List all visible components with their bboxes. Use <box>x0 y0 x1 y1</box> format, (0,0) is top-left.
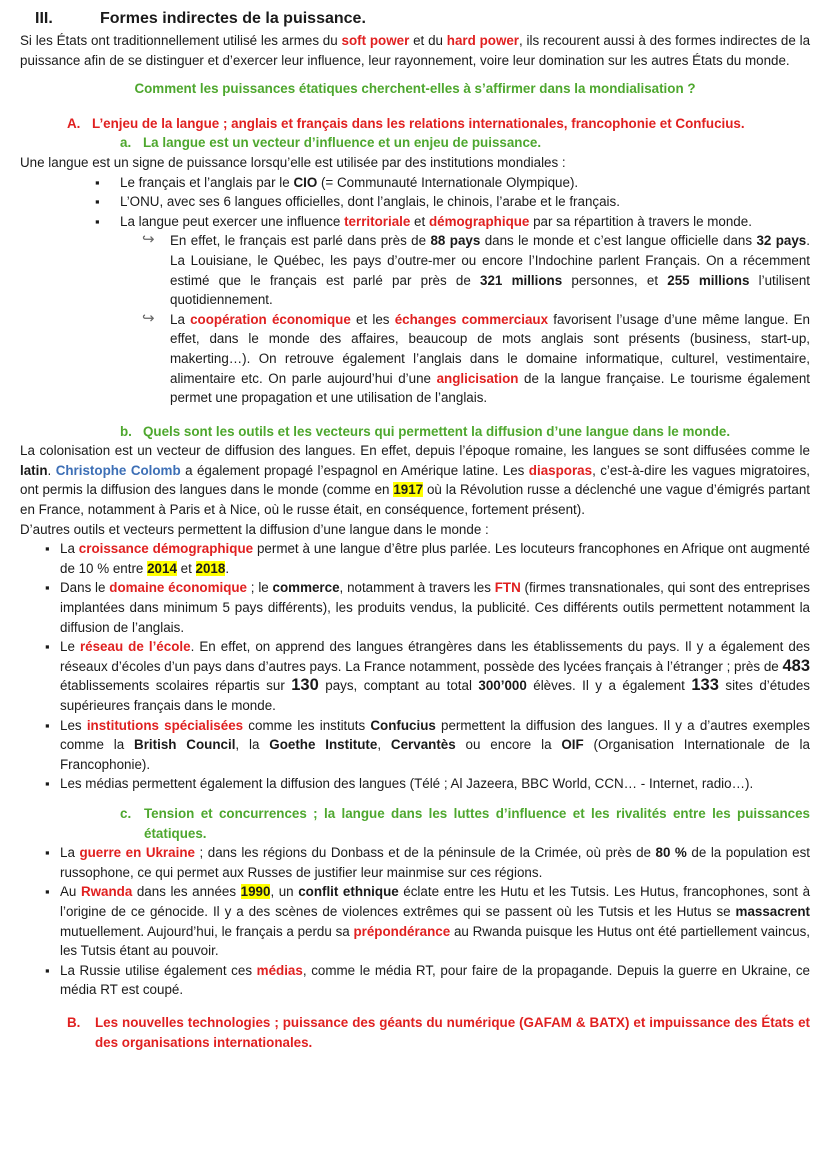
stat: 32 pays <box>756 233 807 249</box>
text: et du <box>409 33 447 48</box>
text: , c’est-à-dire les vagues migratoires, ont permis la diffusion des langues dans le monde (comme en <box>20 462 810 498</box>
term: domaine économique <box>109 580 248 596</box>
text: . <box>47 462 56 478</box>
text: comme les instituts <box>243 717 371 733</box>
sub-letter: a. <box>120 135 132 151</box>
sub-title: Tension et concurrences ; la langue dans les luttes d’influence et les rivalités entre les puissances étatiques. <box>144 805 810 841</box>
text: mutuellement. Aujourd’hui, le français a perdu sa <box>60 923 354 939</box>
text: La langue peut exercer une influence <box>120 213 345 229</box>
text: et les <box>350 311 395 327</box>
text: . La Louisiane, le Québec, les pays d’outre-mer ou encore l’Indochine parlent Français. On a récemment estimé que le français est parlé par près de <box>170 233 810 288</box>
text: Dans le <box>60 580 110 596</box>
text: de la langue française. Le tourisme également permet une propagation et une utilisation de l’anglais. <box>170 370 810 406</box>
list-item <box>60 843 810 882</box>
vector-list <box>20 539 810 794</box>
text: La <box>170 311 191 327</box>
text: , comme le média RT, pour faire de la propagande. Depuis la guerre en Ukraine, ce média RT est coupé. <box>60 962 810 998</box>
section-title: Formes indirectes de la puissance. <box>100 10 366 27</box>
list-item <box>60 716 810 775</box>
text: permet à une langue d’être plus parlée. Les locuteurs francophones en Afrique ont augmenté de 10 % entre <box>60 541 810 576</box>
stat: 130 <box>291 676 319 695</box>
sub-a-intro: Une langue est un signe de puissance lorsqu’elle est utilisée par des institutions mondiales : <box>20 154 566 170</box>
text: permettent la diffusion des langues. Il y a d’autres exemples comme la <box>60 717 811 753</box>
text: où la Révolution russe a déclenché une vague d’émigrés partant en France, notamment à Paris et à Nice, où le russe était, en conséquence, fortement présent). <box>20 482 810 518</box>
text: et <box>410 213 429 229</box>
arrow-item <box>142 309 811 408</box>
text: Au <box>60 884 81 900</box>
text: La <box>60 541 79 557</box>
text: (Organisation Internationale de la Francophonie). <box>60 737 810 772</box>
term: diasporas <box>528 462 593 478</box>
section-number: III. <box>35 10 53 27</box>
subsection-title: Les nouvelles technologies ; puissance des géants du numérique (GAFAM & BATX) et impuissance des États et des organisations internationales. <box>95 1014 810 1050</box>
stat: 80 % <box>655 845 687 861</box>
stat: 133 <box>691 676 719 695</box>
text: (firmes transnationales, qui sont des entreprises implantées dans minimum 5 pays différents), les produits vendus, la publicité. Ces différents outils permettent notamment la diffusion de l’anglais. <box>60 580 810 635</box>
text: pays, comptant au total <box>318 678 479 694</box>
term-territoriale: territoriale <box>344 213 411 229</box>
term-demographique: démographique <box>428 213 530 229</box>
list-item <box>120 192 810 212</box>
subsection-title: L’enjeu de la langue ; anglais et français dans les relations internationales, francophonie et Confucius. <box>92 115 745 131</box>
text: de la population est russophone, ce qui permet aux Russes de justifier leur mainmise sur ces régions. <box>60 845 810 880</box>
sub-title: Quels sont les outils et les vecteurs qui permettent la diffusion d’une langue dans le monde. <box>143 423 731 439</box>
term: échanges commerciaux <box>394 311 549 327</box>
text: par sa répartition à travers le monde. <box>529 213 752 229</box>
text: . <box>225 560 230 576</box>
section-heading-iii <box>20 8 810 30</box>
term: médias <box>256 962 303 978</box>
term-hard-power: hard power <box>446 33 520 48</box>
text: , notamment à travers les <box>339 580 495 596</box>
term: réseau de l’école <box>79 639 191 655</box>
text: dans le monde et c’est langue officielle dans <box>480 233 757 249</box>
stat: 483 <box>782 656 810 675</box>
subsection-heading-b <box>20 1013 810 1052</box>
text: , la <box>235 737 270 753</box>
list-item <box>60 961 810 1000</box>
text: ; le <box>247 580 273 596</box>
term: institutions spécialisées <box>86 717 244 733</box>
stat: 88 pays <box>430 233 481 249</box>
text: éclate entre les Hutu et les Tutsis. Les Hutus, francophones, sont à l’origine de ce génocide. Il y a des scènes de violences extrêmes qui se passent où les Tutsis et les Hutus se <box>60 884 811 919</box>
text: ou encore la <box>455 737 562 753</box>
return-arrow-icon: ↪ <box>142 231 155 249</box>
sub-letter: c. <box>120 805 132 821</box>
text: En effet, le français est parlé dans près de <box>170 233 431 249</box>
term: croissance démographique <box>78 541 254 557</box>
arrow-list <box>20 231 810 407</box>
tension-list <box>20 843 810 1000</box>
term: guerre en Ukraine <box>79 845 195 861</box>
text: La Russie utilise également ces <box>60 962 257 978</box>
text: établissements scolaires répartis sur <box>60 678 292 694</box>
stat: 255 millions <box>667 272 750 288</box>
subheading-b <box>20 422 810 442</box>
text: élèves. Il y a également <box>526 678 692 694</box>
intro-paragraph <box>20 31 810 70</box>
term: OIF <box>561 737 584 753</box>
term: Confucius <box>370 717 436 733</box>
term-cio: CIO <box>293 174 318 190</box>
text: , un <box>270 884 299 900</box>
highlighted-year: 1917 <box>393 482 424 498</box>
paragraph-b <box>20 441 810 519</box>
term: FTN <box>494 580 521 596</box>
text: La <box>60 845 80 861</box>
list-item <box>60 539 810 578</box>
term: Cervantès <box>390 737 456 753</box>
text: l’utilisent quotidiennement. <box>170 272 810 308</box>
stat: 300’000 <box>478 678 527 694</box>
text: L’ONU, avec ses 6 langues officielles, dont l’anglais, le chinois, l’arabe et le français. <box>120 194 620 210</box>
term-person: Christophe Colomb <box>55 462 181 478</box>
text: au Rwanda puisque les Hutus ont été partiellement vaincus, les Tutsis étant au pouvoir. <box>60 923 810 959</box>
subheading-a <box>20 133 810 153</box>
text: , <box>377 737 391 753</box>
term: Goethe Institute <box>269 737 378 753</box>
text: (= Communauté Internationale Olympique). <box>317 174 579 190</box>
list-item <box>60 637 810 715</box>
text: Les <box>60 717 87 733</box>
sub-letter: b. <box>120 423 132 439</box>
term-soft-power: soft power <box>341 33 410 48</box>
list-item <box>60 774 810 794</box>
text: a également propagé l’espagnol en Amérique latine. Les <box>180 462 529 478</box>
list-item <box>60 882 810 960</box>
term: latin <box>20 462 48 478</box>
document-page <box>20 8 810 1052</box>
text: sites d’études supérieures français dans le monde. <box>60 678 810 713</box>
term: coopération économique <box>190 311 351 327</box>
subsection-letter: A. <box>67 115 81 131</box>
subheading-c <box>20 804 810 843</box>
subsection-heading-a <box>20 114 810 134</box>
text: Le <box>60 639 80 655</box>
text: La colonisation est un vecteur de diffusion des langues. En effet, depuis l’époque romaine, les langues se sont diffusées comme le <box>20 443 810 459</box>
text: Si les États ont traditionnellement utilisé les armes du <box>20 33 342 48</box>
term: Rwanda <box>80 884 133 900</box>
text: Les médias permettent également la diffusion des langues (Télé ; Al Jazeera, BBC World, CCN… - Internet, radio…). <box>60 776 754 792</box>
text: personnes, et <box>562 272 668 288</box>
text: . En effet, on apprend des langues étrangères dans les établissements du pays. Il y a également des réseaux d’écoles d’un pays dans d’autres pays. La France notamment, possède des lycées français à l’étranger ; près de <box>60 639 810 674</box>
list-item <box>120 173 810 193</box>
stat: 321 millions <box>480 272 563 288</box>
list-item <box>60 578 810 637</box>
return-arrow-icon: ↪ <box>142 309 155 327</box>
guiding-question: Comment les puissances étatiques cherchent-elles à s’affirmer dans la mondialisation ? <box>134 81 696 97</box>
text: dans les années <box>132 884 241 900</box>
paragraph-b-lead: D’autres outils et vecteurs permettent la diffusion d’une langue dans le monde : <box>20 521 489 537</box>
text: ; dans les régions du Donbass et de la péninsule de la Crimée, où près de <box>194 845 656 861</box>
sub-title: La langue est un vecteur d’influence et un enjeu de puissance. <box>143 135 542 151</box>
term: prépondérance <box>353 923 451 939</box>
text: et <box>176 560 196 576</box>
term: British Council <box>134 737 236 753</box>
institution-list <box>20 173 810 232</box>
term: conflit ethnique <box>298 884 399 900</box>
text: Le français et l’anglais par le <box>120 174 294 190</box>
term: commerce <box>272 580 340 596</box>
subsection-letter: B. <box>67 1014 81 1030</box>
list-item <box>120 212 810 232</box>
highlighted-year: 2018 <box>195 560 226 576</box>
term: massacrent <box>735 903 810 919</box>
arrow-item <box>142 231 810 309</box>
term: anglicisation <box>436 370 519 386</box>
highlighted-year: 2014 <box>147 560 177 576</box>
highlighted-year: 1990 <box>240 884 271 900</box>
text: , ils recourent aussi à des formes indirectes de la puissance afin de se distinguer et d’exercer leur influence, leur rayonnement, voire leur domination sur les autres États du monde. <box>20 33 811 68</box>
text: favorisent l’usage d’une même langue. En effet, dans le monde des affaires, beaucoup de mots anglais sont présents (business, start-up, makerting…). On retrouve également l’anglais dans le domaine informatique, culturel, vestimentaire, alimentaire etc. On parle aujourd’hui d’une <box>170 311 811 386</box>
